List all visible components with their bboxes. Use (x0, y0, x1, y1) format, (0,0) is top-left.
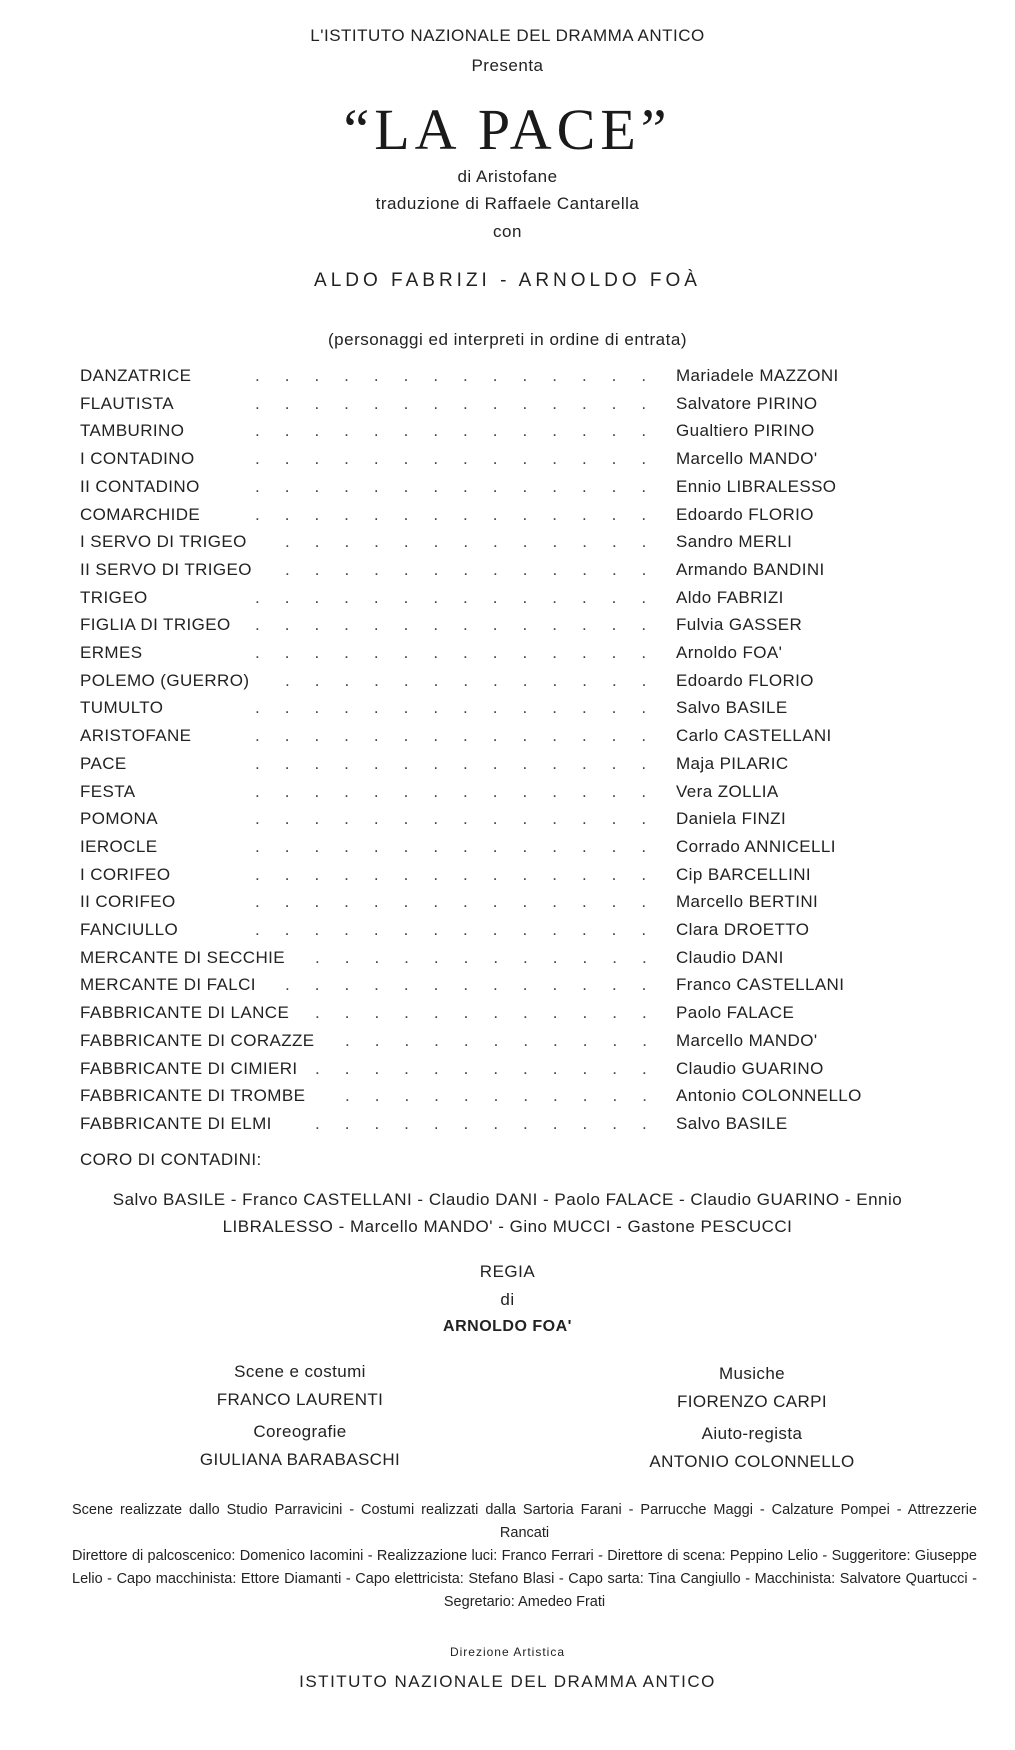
con: con (493, 222, 522, 241)
actor-name: Antonio COLONNELLO (676, 1086, 862, 1106)
actor-name: Salvo BASILE (676, 698, 788, 718)
role-name: ARISTOFANE (80, 726, 192, 746)
regia-label: REGIA (479, 1262, 536, 1281)
actor-name: Claudio DANI (676, 947, 784, 967)
cast-row (0, 865, 1015, 891)
dot-leader: ............. (285, 670, 672, 690)
dot-leader: .............. (255, 698, 672, 718)
role-name: FESTA (80, 781, 136, 801)
role-name: FABBRICANTE DI CORAZZE (80, 1030, 315, 1050)
chorus-label (0, 1150, 1015, 1176)
actor-name: Claudio GUARINO (676, 1058, 824, 1078)
cast-row (0, 698, 1015, 724)
role-name: II CORIFEO (80, 892, 176, 912)
role-name: FLAUTISTA (80, 393, 174, 413)
actor-name: Paolo FALACE (676, 1003, 795, 1023)
actor-name: Cip BARCELLINI (676, 864, 812, 884)
chorus-line-2: LIBRALESSO - Marcello MANDO' - Gino MUCCI - Gastone PESCUCCI (222, 1217, 793, 1236)
cast-row (0, 1059, 1015, 1085)
role-name: FABBRICANTE DI CIMIERI (80, 1058, 298, 1078)
dot-leader: .............. (255, 615, 672, 635)
role-name: TAMBURINO (80, 421, 185, 441)
cast-row (0, 892, 1015, 918)
dot-leader: ............ (315, 1003, 672, 1023)
dot-leader: ............ (315, 947, 672, 967)
role-name: I SERVO DI TRIGEO (80, 532, 247, 552)
author: di Aristofane (457, 167, 558, 186)
actor-name: Clara DROETTO (676, 920, 810, 939)
coreografie-name: GIULIANA BARABASCHI (199, 1450, 401, 1469)
role-name: ERMES (80, 643, 143, 662)
role-name: PACE (80, 753, 127, 773)
role-name: II CONTADINO (80, 476, 200, 496)
cast-row (0, 671, 1015, 697)
production-credits-1: Scene realizzate dallo Studio Parravicini - Costumi realizzati dalla Sartoria Farani - Parrucche Maggi - Calzature Pompei - Attrezzerie Rancati (72, 1502, 977, 1541)
role-name: FIGLIA DI TRIGEO (80, 615, 231, 635)
actor-name: Franco CASTELLANI (676, 975, 845, 995)
actor-name: Corrado ANNICELLI (676, 836, 836, 856)
presenta: Presenta (471, 56, 544, 75)
actor-name: Ennio LIBRALESSO (676, 476, 837, 496)
cast-row (0, 421, 1015, 447)
role-name: MERCANTE DI SECCHIE (80, 947, 286, 967)
role-name: I CORIFEO (80, 864, 171, 884)
role-name: II SERVO DI TRIGEO (80, 559, 252, 579)
actor-name: Maja PILARIC (676, 753, 789, 773)
role-name: IEROCLE (80, 836, 158, 856)
role-name: POLEMO (GUERRO) (80, 670, 250, 690)
regia-di: di (500, 1290, 515, 1309)
role-name: MERCANTE DI FALCI (80, 975, 256, 995)
cast-row (0, 643, 1015, 669)
dot-leader: .............. (255, 864, 672, 884)
cast-row (0, 1086, 1015, 1112)
actor-name: Armando BANDINI (676, 559, 825, 579)
chorus-line-1: Salvo BASILE - Franco CASTELLANI - Claudio DANI - Paolo FALACE - Claudio GUARINO - Ennio (112, 1190, 903, 1209)
dot-leader: ........... (345, 1086, 672, 1106)
production-credits-2: Direttore di palcoscenico: Domenico Iacomini - Realizzazione luci: Franco Ferrari - Direttore di scena: Peppino Lelio - Suggeritore: Giuseppe Lelio - Capo macchinista: Ettore Diamanti - Capo elettricista: Stefano Blasi - Capo sarta: Tina Cangiullo - Macchinista: Salvatore Quartucci - Segretario: Amedeo Frati (72, 1548, 977, 1610)
dot-leader: .............. (255, 920, 672, 939)
cast-row (0, 588, 1015, 614)
role-name: FABBRICANTE DI ELMI (80, 1113, 272, 1133)
cast-row (0, 615, 1015, 641)
cast-row (0, 948, 1015, 974)
cast-row (0, 560, 1015, 586)
footer-label: Direzione Artistica (449, 1645, 566, 1659)
actor-name: Marcello MANDO' (676, 449, 818, 469)
dot-leader: ............. (285, 975, 672, 995)
dot-leader: .............. (255, 726, 672, 746)
cast-row (0, 505, 1015, 531)
dot-leader: .............. (255, 809, 672, 829)
dot-leader: .............. (255, 449, 672, 469)
lead-actors: ALDO FABRIZI - ARNOLDO FOÀ (314, 270, 701, 291)
dot-leader: .............. (255, 643, 672, 662)
director-name: ARNOLDO FOA' (443, 1318, 572, 1335)
actor-name: Arnoldo FOA' (676, 643, 783, 662)
role-name: TRIGEO (80, 587, 148, 607)
dot-leader: ........... (345, 1030, 672, 1050)
actor-name: Carlo CASTELLANI (676, 726, 832, 746)
dot-leader: .............. (255, 836, 672, 856)
actor-name: Fulvia GASSER (676, 615, 803, 635)
cast-note: (personaggi ed interpreti in ordine di entrata) (328, 330, 687, 349)
cast-row (0, 920, 1015, 946)
dot-leader: ............. (285, 559, 672, 579)
cast-row (0, 1114, 1015, 1140)
dot-leader: ............ (315, 1058, 672, 1078)
actor-name: Salvatore PIRINO (676, 393, 818, 413)
dot-leader: .............. (255, 504, 672, 524)
musiche-name: FIORENZO CARPI (676, 1392, 828, 1411)
dot-leader: .............. (255, 753, 672, 773)
aiuto-label: Aiuto-regista (701, 1424, 803, 1443)
cast-row (0, 477, 1015, 503)
actor-name: Marcello MANDO' (676, 1030, 818, 1050)
role-name: POMONA (80, 809, 158, 829)
cast-row (0, 726, 1015, 752)
cast-row (0, 975, 1015, 1001)
cast-row (0, 1031, 1015, 1057)
actor-name: Daniela FINZI (676, 809, 787, 829)
cast-row (0, 809, 1015, 835)
cast-row (0, 394, 1015, 420)
footer-institute: ISTITUTO NAZIONALE DEL DRAMMA ANTICO (299, 1672, 716, 1691)
dot-leader: .............. (255, 421, 672, 441)
role-name: DANZATRICE (80, 366, 192, 385)
dot-leader: ............ (315, 1113, 672, 1133)
cast-row (0, 1003, 1015, 1029)
cast-row (0, 532, 1015, 558)
dot-leader: .............. (255, 476, 672, 496)
actor-name: Vera ZOLLIA (676, 781, 779, 801)
coreografie-label: Coreografie (253, 1422, 347, 1441)
cast-row (0, 782, 1015, 808)
scene-label: Scene e costumi (234, 1362, 366, 1381)
role-name: FANCIULLO (80, 920, 179, 939)
dot-leader: .............. (255, 393, 672, 413)
role-name: TUMULTO (80, 698, 164, 718)
cast-row (0, 449, 1015, 475)
role-name: FABBRICANTE DI TROMBE (80, 1086, 306, 1106)
cast-row (0, 837, 1015, 863)
actor-name: Edoardo FLORIO (676, 504, 814, 524)
dot-leader: ............. (285, 532, 672, 552)
page-title: “LA PACE” (343, 97, 672, 162)
presenter: L'ISTITUTO NAZIONALE DEL DRAMMA ANTICO (310, 26, 705, 45)
role-name: I CONTADINO (80, 449, 195, 469)
actor-name: Gualtiero PIRINO (676, 421, 815, 441)
dot-leader: .............. (255, 366, 672, 385)
chorus-label-text: CORO DI CONTADINI: (80, 1150, 262, 1169)
dot-leader: .............. (255, 892, 672, 912)
scene-name: FRANCO LAURENTI (216, 1390, 384, 1409)
actor-name: Salvo BASILE (676, 1113, 788, 1133)
actor-name: Sandro MERLI (676, 532, 793, 552)
aiuto-name: ANTONIO COLONNELLO (649, 1452, 855, 1471)
musiche-label: Musiche (718, 1364, 786, 1383)
dot-leader: .............. (255, 587, 672, 607)
cast-row (0, 754, 1015, 780)
actor-name: Mariadele MAZZONI (676, 366, 839, 385)
cast-row (0, 366, 1015, 392)
actor-name: Edoardo FLORIO (676, 670, 814, 690)
role-name: COMARCHIDE (80, 504, 201, 524)
actor-name: Marcello BERTINI (676, 892, 819, 912)
translation: traduzione di Raffaele Cantarella (375, 194, 640, 213)
dot-leader: .............. (255, 781, 672, 801)
role-name: FABBRICANTE DI LANCE (80, 1003, 290, 1023)
actor-name: Aldo FABRIZI (676, 587, 784, 607)
